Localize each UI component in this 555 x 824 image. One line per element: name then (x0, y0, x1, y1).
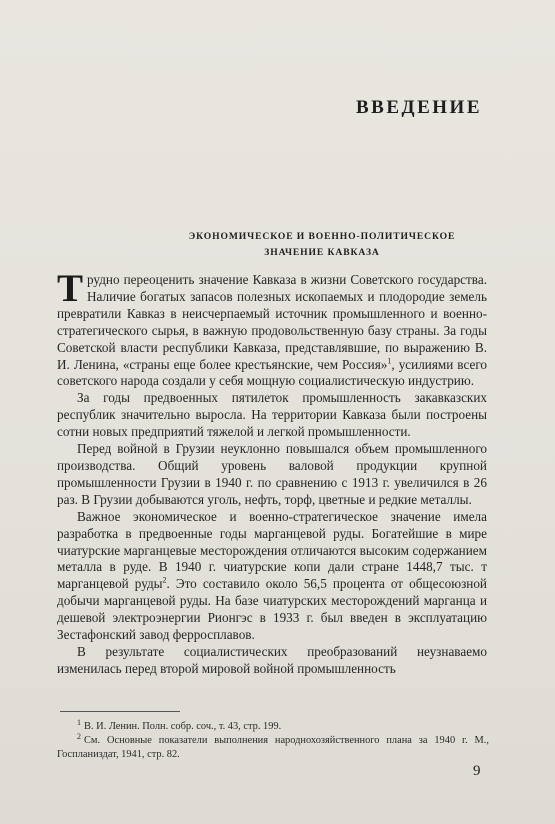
paragraph-1-text-a: рудно переоценить значение Кавказа в жизни Советского государства. Наличие богатых запасов полезных ископаемых и плодородие земель превратили Кавказ в неисчерпаемый источник промышленного и военно-стратегического сырья, в важную продовольственную базу страны. За годы Советской власти республики Кавказа, представлявшие, по выражению В. И. Ленина, «страны еще более крестьянские, чем Россия» (57, 272, 487, 372)
paragraph-1-text-b: , усилиями всего советского народа создали у себя мощную социалистическую индустрию. (57, 356, 487, 389)
drop-cap: Т (57, 267, 84, 310)
paragraph-3: Перед войной в Грузии неуклонно повышался объем промышленного производства. Общий уровень валовой продукции крупной промышленности Грузии в 1940 г. по сравнению с 1913 г. увеличился в 26 раз. В Грузии добываются уголь, нефть, торф, цветные и редкие металлы. (57, 441, 487, 507)
footnote-ref-2: 2 (162, 575, 167, 585)
paragraph-5: В результате социалистических преобразований неузнаваемо изменилась перед второй мировой войной промышленность (57, 643, 487, 676)
section-heading-line1: ЭКОНОМИЧЕСКОЕ И ВОЕННО-ПОЛИТИЧЕСКОЕ (188, 231, 456, 242)
section-heading-line2: ЗНАЧЕНИЕ КАВКАЗА (264, 247, 380, 258)
page-number: 9 (473, 763, 481, 779)
paragraph-2: За годы предвоенных пятилеток промышленность закавказских республик значительно выросла. На территории Кавказа были построены сотни новых предприятий тяжелой и легкой промышленности. (57, 390, 487, 440)
paragraph-1 (57, 267, 487, 390)
footnote-2-number: 2 (77, 731, 81, 741)
chapter-title: ВВЕДЕНИЕ (356, 97, 482, 118)
paragraph-4 (57, 509, 487, 644)
footnote-1-text: В. И. Ленин. Полн. собр. соч., т. 43, стр. 199. (84, 721, 282, 732)
paragraph-4-text-b: . Это составило около 56,5 процента от общесоюзной добычи марганцевой руды. На базе чиатурских месторождений марганца и дешевой электроэнергии Рионгэс в 1933 г. был введен в эксплуатацию Зестафонский завод ферросплавов. (57, 576, 487, 643)
footnote-2-text: См. Основные показатели выполнения народнохозяйственного плана за 1940 г. М., Госпланиздат, 1941, стр. 82. (57, 735, 489, 760)
paragraph-4-text-a: Важное экономическое и военно-стратегическое значение имела разработка в предвоенные годы марганцевой руды. Богатейшие в мире чиатурские марганцевые месторождения отличаются высоким содержанием металла в руде. В 1940 г. чиатурские копи дали стране 1448,7 тыс. т марганцевой руды (57, 508, 487, 592)
footnote-2 (57, 731, 489, 762)
section-heading (162, 229, 482, 261)
body-text (57, 267, 487, 678)
footnote-1-number: 1 (77, 717, 81, 727)
footnote-ref-1: 1 (387, 356, 392, 366)
footnote-1 (57, 717, 489, 734)
footnote-divider (60, 711, 180, 712)
footnotes (57, 717, 489, 762)
